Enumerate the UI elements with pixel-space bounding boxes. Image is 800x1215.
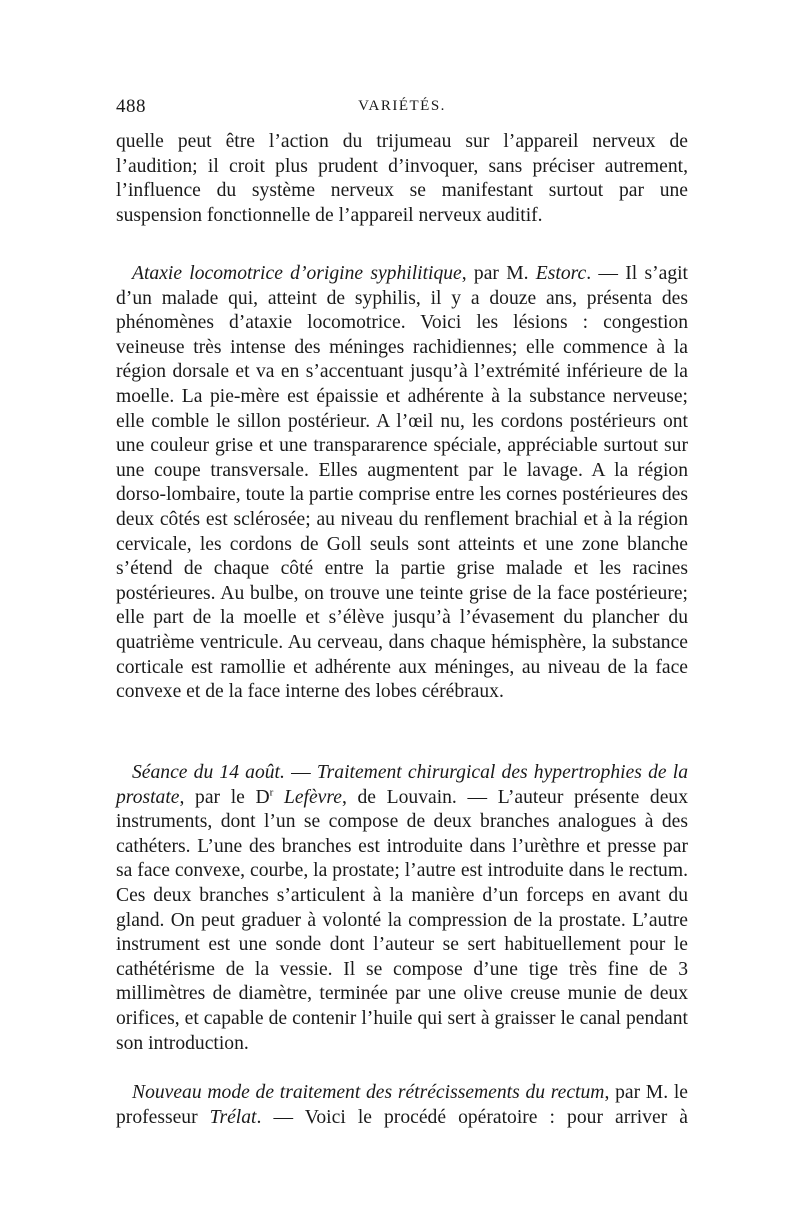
paragraph-text: , de Louvain. — L’auteur présente deux instruments, dont l’un se compose de deux branches analogues à des cathéters. L’une des branches est introduite dans l’urèthre et presse par sa face convexe, courbe, la prostate; l’autre est introduite dans le rectum. Ces deux branches s’articulent à la manière d’un forceps en avant du gland. On peut graduer à volonté la compression de la prostate. L’autre instrument est une sonde dont l’auteur se sert habituellement pour le cathétérisme de la vessie. Il se compose d’une tige très fine de 3 millimètres de diamètre, terminée par une olive creuse munie de deux orifices, et capable de contenir l’huile qui sert à graisser le canal pendant son introduction. <box>116 786 688 1054</box>
paragraph-text: . — Voici le procédé opératoire : pour arriver à <box>256 1106 688 1128</box>
author-name: Lefèvre <box>283 786 342 808</box>
page-number: 488 <box>116 96 146 117</box>
paragraph-nouveau-mode <box>116 1081 688 1130</box>
author-name: Estorc <box>535 263 587 284</box>
article-title: Nouveau mode de traitement des rétrécissements du rectum <box>132 1082 605 1103</box>
paragraph-seance <box>116 761 688 1056</box>
paragraph-ataxie <box>116 262 688 705</box>
article-title: Traitement chirurgical des hypertrophies de la prostate <box>116 762 688 808</box>
paragraph-text: . — Il s’agit d’un malade qui, atteint de syphilis, il y a douze ans, présenta des phénomènes d’ataxie locomotrice. Voici les lésions : congestion veineuse très intense des méninges rachidiennes; elle commence à la région dorsale et va en s’accentuant jusqu’à l’extrémité inférieure de la moelle. La pie-mère est épaissie et adhérente à la substance nerveuse; elle comble le sillon postérieur. A l’œil nu, les cordons postérieurs ont une couleur grise et une transpararence spéciale, appréciable surtout sur une coupe transversale. Elles augmentent par le lavage. A la région dorso-lombaire, toute la partie comprise entre les cornes postérieures des deux côtés est sclérosée; au niveau du renflement brachial et à la région cervicale, les cordons de Goll seuls sont atteints et une zone blanche s’étend de chaque côté entre la partie grise malade et les racines postérieures. Au bulbe, on trouve une teinte grise de la face postérieure; elle part de la moelle et s’élève jusqu’à l’évasement du plancher du quatrième ventricule. Au cerveau, dans chaque hémisphère, la substance corticale est ramollie et adhérente aux méninges, au niveau de la face convexe et de la face interne des lobes cérébraux. <box>116 263 689 703</box>
dash-separator: — <box>284 762 317 783</box>
byline-text: , par le D <box>179 786 270 808</box>
page-header <box>116 96 688 122</box>
byline-text: , par M. le professeur <box>116 1082 688 1128</box>
running-head: VARIÉTÉS. <box>358 98 446 114</box>
byline-text: , par M. <box>461 263 536 284</box>
article-title: Ataxie locomotrice d’origine syphilitique <box>132 263 462 284</box>
session-date: Séance du 14 août. <box>132 762 285 783</box>
paragraph-text: quelle peut être l’action du trijumeau sur l’appareil nerveux de l’audition; il croit plus prudent d’invoquer, sans préciser autrement, l’influence du système nerveux se manifestant surtout par une suspension fonctionnelle de l’appareil nerveux auditif. <box>116 131 688 226</box>
title-superscript: r <box>269 786 274 799</box>
paragraph-continuation <box>116 130 688 228</box>
author-name: Trélat <box>209 1106 257 1128</box>
